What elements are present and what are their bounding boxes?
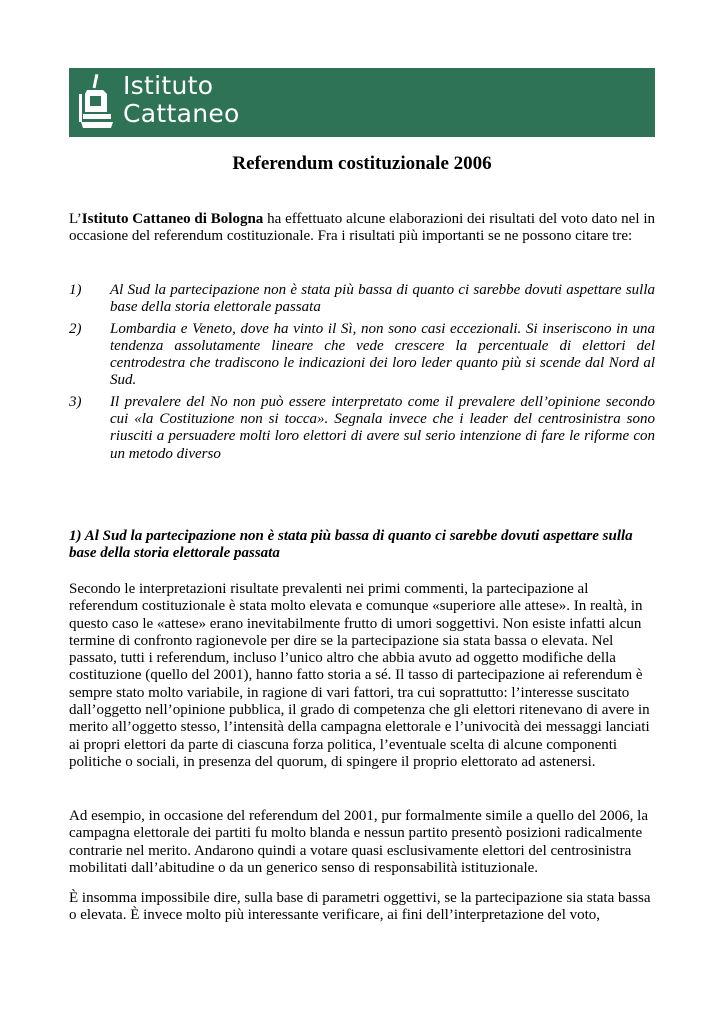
section-heading: 1) Al Sud la partecipazione non è stata più bassa di quanto ci sarebbe dovuti aspettare sulla base della storia elettorale passata (69, 528, 633, 562)
intro-prefix: L’ (69, 211, 82, 227)
list-item-text: Il prevalere del No non può essere interpretato come il prevalere dell’opinione secondo cui «la Costituzione non si tocca». Segnala invece che i leader del centrosinistra sono riusciti a persuadere molti loro elettori di avere sul serio intenzione di fare le riforme con un metodo diverso (110, 393, 655, 462)
list-item-text: Lombardia e Veneto, dove ha vinto il Sì, non sono casi eccezionali. Si inseriscono in una tendenza assolutamente lineare che vede crescere la percentuale di elettori del centrodestra che tradiscono le indicazioni dei loro leder quanto più si scende dal Nord al Sud. (110, 320, 655, 389)
body-paragraph: Ad esempio, in occasione del referendum del 2001, pur formalmente simile a quello del 2006, la campagna elettorale dei partiti fu molto blanda e nessun partito presentò posizioni radicalmente contrarie nel merito. Andarono quindi a votare quasi esclusivamente elettori del centrosinistra mobilitati dall’abitudine o da un generico senso di responsabilità istituzionale. (69, 808, 648, 876)
body-paragraph: Secondo le interpretazioni risultate prevalenti nei primi commenti, la partecipazione al referendum costituzionale è stata molto elevata e comunque «superiore alle attese». In realtà, in questo caso le «attese» erano inevitabilmente frutto di umori soggettivi. Non esiste infatti alcun termine di confronto ragionevole per dire se la partecipazione sia stata bassa o elevata. Nel passato, tutti i referendum, incluso l’unico altro che abbia avuto ad oggetto modifiche della costituzione (quello del 2001), hanno fatto storia a sé. Il tasso di partecipazione ai referendum è sempre stato molto variabile, in ragione di vari fattori, tra cui soprattutto: l’interesse suscitato dall’oggetto nell’opinione pubblica, il grado di competenza che gli elettori ritenevano di avere in merito all’oggetto stesso, l’intensità della campagna elettorale e l’univocità dei messaggi lanciati ai propri elettori da parte di ciascuna forza politica, l’eventuale scelta di alcune componenti politiche o sociali, in presenza del quorum, di spingere il proprio elettorato ad astenersi. (69, 581, 650, 770)
body-paragraph: È insomma impossibile dire, sulla base di parametri oggettivi, se la partecipazione sia stata bassa o elevata. È invece molto più interessante verificare, ai fini dell’interpretazione del voto, (69, 890, 651, 924)
findings-list (69, 282, 655, 467)
list-item (69, 321, 655, 390)
logo-line-1: Istituto (123, 71, 214, 100)
list-item (69, 282, 655, 317)
header-banner (69, 68, 655, 137)
intro-paragraph (69, 211, 655, 246)
list-item-number: 1) (69, 282, 82, 298)
list-item-number: 2) (69, 320, 82, 337)
logo-icon (77, 72, 117, 132)
logo-text (123, 72, 240, 128)
logo-line-2: Cattaneo (123, 99, 240, 128)
list-item-text: Al Sud la partecipazione non è stata più bassa di quanto ci sarebbe dovuti aspettare sulla base della storia elettorale passata (110, 282, 655, 316)
list-item-number: 3) (69, 393, 82, 410)
intro-bold: Istituto Cattaneo di Bologna (81, 211, 264, 227)
intro-rest: ha effettuato alcune elaborazioni dei risultati del voto dato nel in occasione del referendum costituzionale. Fra i risultati più importanti se ne possono citare tre: (69, 211, 655, 245)
document-title: Referendum costituzionale 2006 (232, 153, 492, 174)
list-item (69, 394, 655, 463)
